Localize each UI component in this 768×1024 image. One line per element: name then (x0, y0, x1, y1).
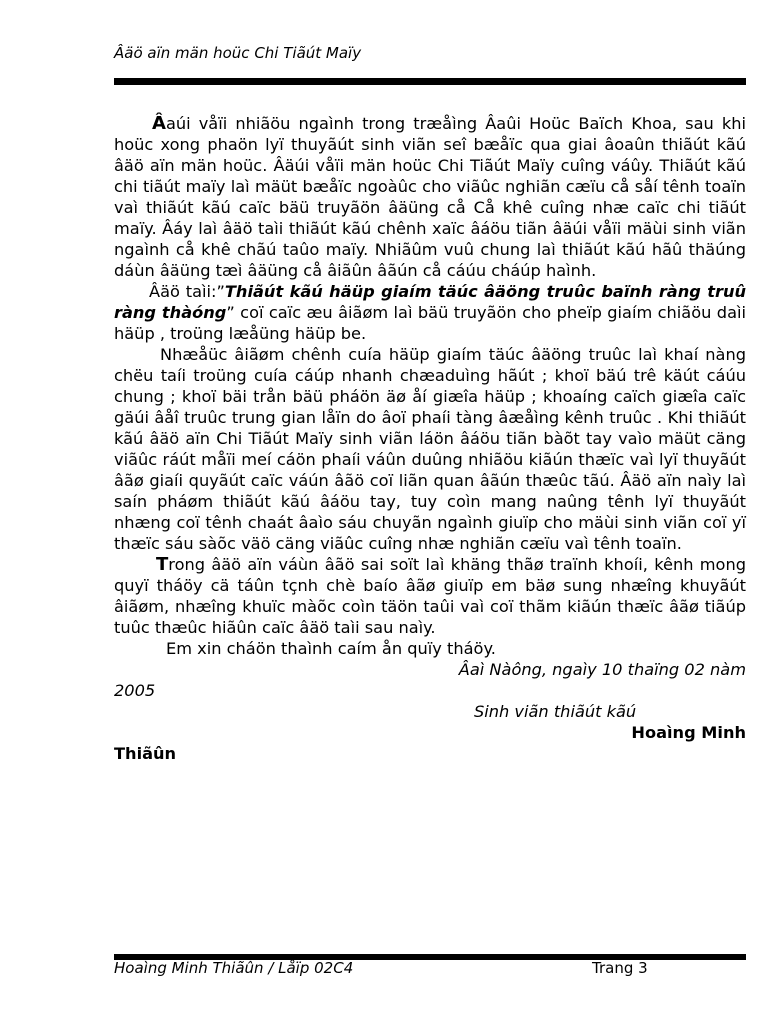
paragraph-closing (114, 554, 746, 638)
signature-name: Hoaìng Minh (631, 723, 746, 742)
topic-prefix: Âäö taìi:” (149, 282, 225, 301)
document-body (114, 113, 746, 764)
signature-role: Sinh viãn thiãút kãú (474, 702, 637, 721)
topic-title: Thiãút kãú häüp giaím täúc âäöng truûc baïnh ràng truû ràng thàóng (114, 282, 746, 322)
paragraph-closing-text: rong âäö aïn váùn âãö sai soït laì khäng thãø traïnh khoíi, kênh mong quyï tháöy cä táûn tçnh chè baío âãø giuïp em bäø sung nhæîng khuyãút âiãøm, nhæîng khuïc màõc coìn täön taûi vaì coï thãm kiãún thæïc âãø tiãúp tuûc thæûc hiãûn caïc âäö taìi sau naìy. (114, 555, 746, 637)
drop-letter-t: T (156, 554, 169, 575)
topic-suffix: ” coï caïc æu âiãøm laì bäü truyãön cho pheïp giaím chiãöu daìi häüp , troüng læåüng häüp be. (114, 303, 747, 343)
signature-name-cont: Thiãûn (114, 744, 177, 763)
header-rule (114, 78, 746, 85)
thanks-line: Em xin cháön thaình caím ån quïy tháöy. (166, 639, 496, 658)
page-header: Âäö aïn män hoüc Chi Tiãút Maïy (114, 44, 362, 62)
paragraph-intro-text: aúi våïi nhiãöu ngaình trong træåìng Âaûi Hoüc Baïch Khoa, sau khi hoüc xong phaön lyï thuyãút sinh viãn seî bæåïc qua giai âoaûn thiãút kãú âäö aïn män hoüc. Âäúi våïi män hoüc Chi Tiãút Maïy cuîng váûy. Thiãút kãú chi tiãút maïy laì mäüt bæåïc ngoàûc cho viãûc nghiãn cæïu cå såí tênh toaïn vaì thiãút kãú caïc bäü truyãön âäüng cå Cå khê cuîng nhæ caïc chi tiãút maïy. Âáy laì âäö taìi thiãút kãú chênh xaïc âáöu tiãn âäúi våïi mäùi sinh viãn ngaình cå khê chãú taûo maïy. Nhiãûm vuû chung laì thiãút kãú hãû thäúng dáùn âäüng tæì âäüng cå âiãûn âãún cå cáúu cháúp haình. (114, 114, 746, 280)
year: 2005 (114, 681, 156, 700)
paragraph-drawbacks: Nhæåüc âiãøm chênh cuía häüp giaím täúc âäöng truûc laì khaí nàng chëu taíi troüng cuía cáúp nhanh chæaduìng hãút ; khoï bäú trê käút cáúu chung ; khoï bäi trån bäü pháön äø åí giæîa häüp ; khoaíng caïch giæîa caïc gäúi âåî truûc trung gian låïn do âoï phaíi tàng âæåìng kênh truûc . Khi thiãút kãú âäö aïn Chi Tiãút Maïy sinh viãn láön âáöu tiãn bàõt tay vaìo mäüt cäng viãûc ráút måïi meí cáön phaíi váûn duûng nhiãöu kiãún thæïc vaì lyï thuyãút âãø giaíi quyãút caïc váún âãö coï liãn quan âãún thæûc tãú. Âäö aïn naìy laì saín pháøm thiãút kãú âáöu tay, tuy coìn mang naûng tênh lyï thuyãút nhæng coï tênh chaát âaìo sáu chuyãn ngaình giuïp cho mäùi sinh viãn coï yï thæïc sáu sàõc väö cäng viãûc cuîng nhæ nghiãn cæïu vaì tênh toaïn. (114, 345, 746, 553)
drop-letter: Â (152, 113, 166, 134)
paragraph-topic (114, 281, 746, 344)
page-number: Trang 3 (592, 959, 648, 977)
footer-author: Hoaìng Minh Thiãûn / Låïp 02C4 (114, 959, 354, 977)
paragraph-intro (114, 113, 746, 281)
place-date: Âaì Nàông, ngaìy 10 thaïng 02 nàm (458, 660, 746, 679)
